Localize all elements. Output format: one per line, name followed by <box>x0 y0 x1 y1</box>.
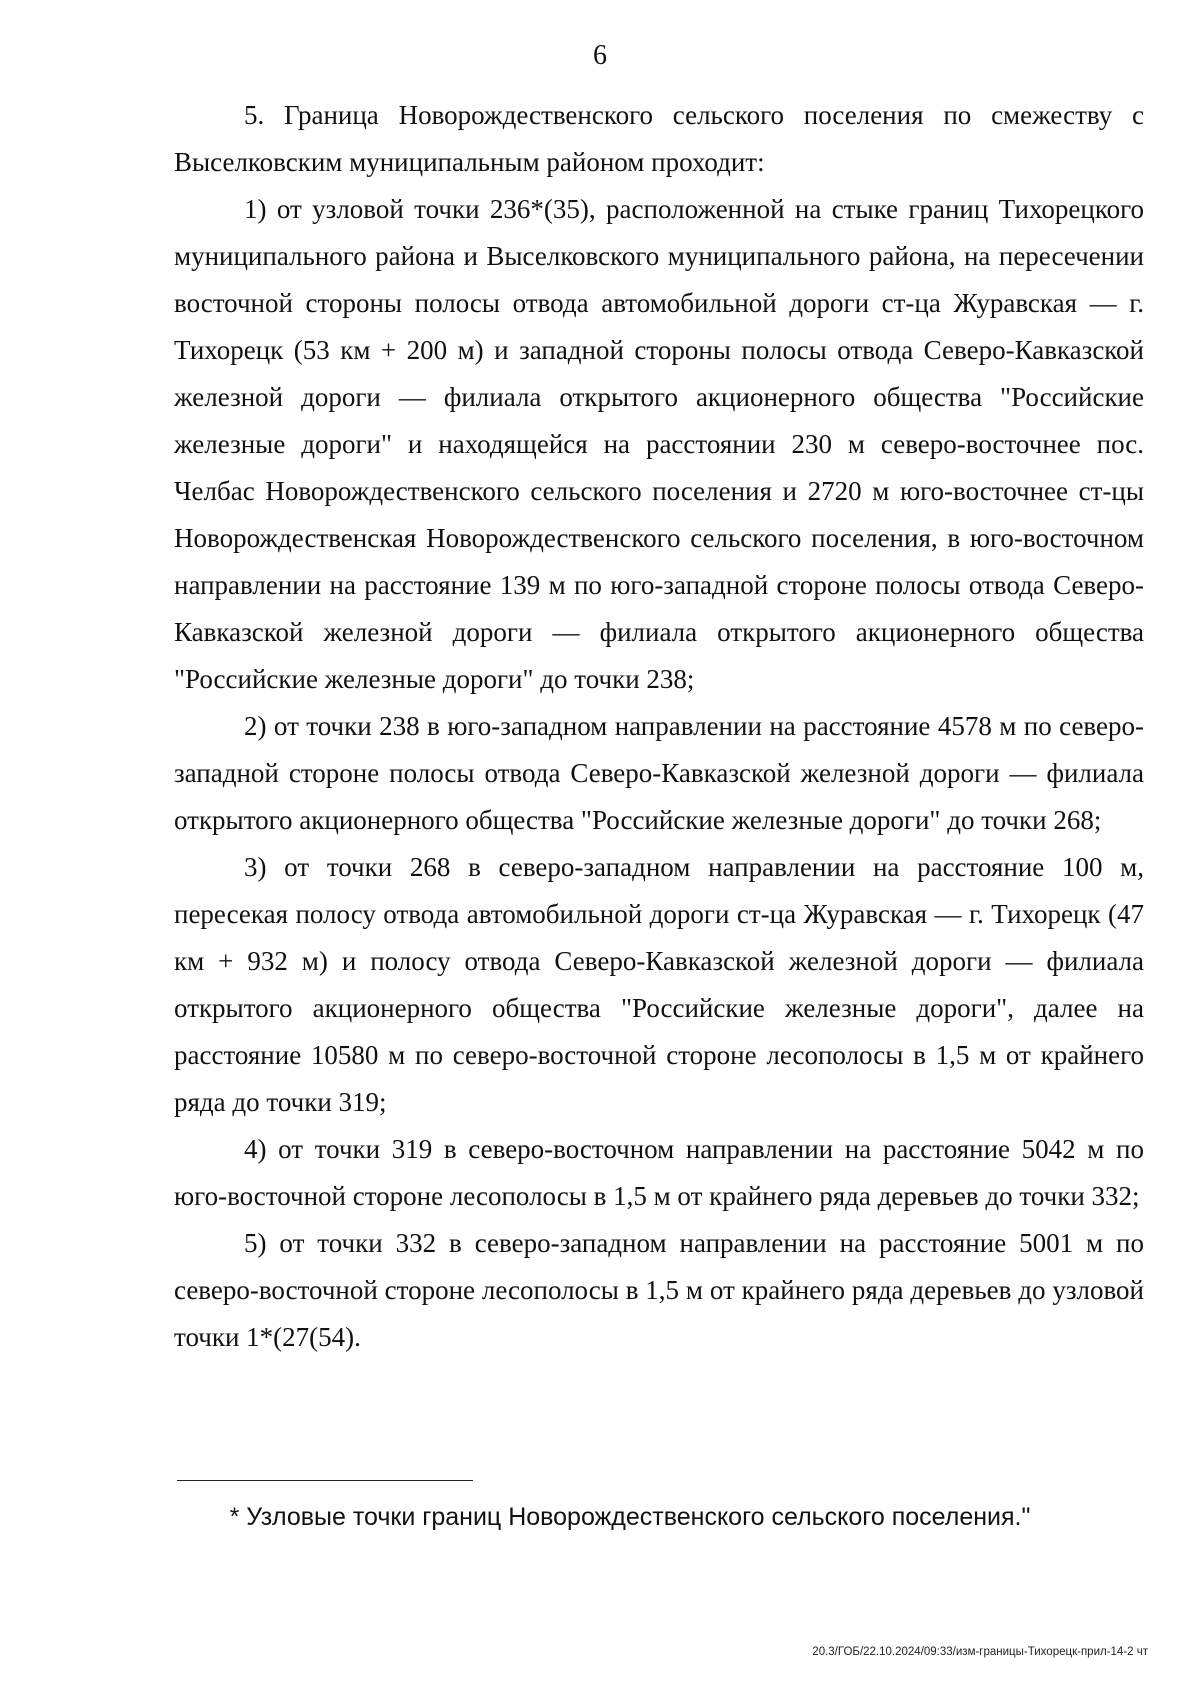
footnote-divider <box>177 1480 473 1481</box>
paragraph-item-1: 1) от узловой точки 236*(35), расположенной на стыке границ Тихорецкого муниципального района и Выселковского муниципального района, на пересечении восточной стороны полосы отвода автомобильной дороги ст-ца Журавская — г. Тихорецк (53 км + 200 м) и западной стороны полосы отвода Северо-Кавказской железной дороги — филиала открытого акционерного общества "Российские железные дороги" и находящейся на расстоянии 230 м северо-восточнее пос. Челбас Новорождественского сельского поселения и 2720 м юго-восточнее ст-цы Новорождественская Новорождественского сельского поселения, в юго-восточном направлении на расстояние 139 м по юго-западной стороне полосы отвода Северо-Кавказской железной дороги — филиала открытого акционерного общества "Российские железные дороги" до точки 238; <box>174 194 1144 694</box>
paragraph-item-4: 4) от точки 319 в северо-восточном направлении на расстояние 5042 м по юго-восточной стороне лесополосы в 1,5 м от крайнего ряда деревьев до точки 332; <box>174 1134 1144 1211</box>
paragraph-section-5: 5. Граница Новорождественского сельского поселения по смежеству с Выселковским муниципальным районом проходит: <box>174 100 1144 177</box>
paragraph-item-2: 2) от точки 238 в юго-западном направлении на расстояние 4578 м по северо-западной стороне полосы отвода Северо-Кавказской железной дороги — филиала открытого акционерного общества "Российские железные дороги" до точки 268; <box>174 711 1144 835</box>
paragraph-item-5: 5) от точки 332 в северо-западном направлении на расстояние 5001 м по северо-восточной стороне лесополосы в 1,5 м от крайнего ряда деревьев до узловой точки 1*(27(54). <box>174 1228 1144 1352</box>
document-body <box>174 92 1144 1361</box>
document-code: 20.3/ГОБ/22.10.2024/09:33/изм-границы-Тихорецк-прил-14-2 чт <box>812 1646 1148 1658</box>
paragraph-item-3: 3) от точки 268 в северо-западном направлении на расстояние 100 м, пересекая полосу отвода автомобильной дороги ст-ца Журавская — г. Тихорецк (47 км + 932 м) и полосу отвода Северо-Кавказской железной дороги — филиала открытого акционерного общества "Российские железные дороги", далее на расстояние 10580 м по северо-восточной стороне лесополосы в 1,5 м от крайнего ряда до точки 319; <box>174 852 1144 1117</box>
footnote: * Узловые точки границ Новорождественского сельского поселения." <box>229 1503 1031 1531</box>
page-number: 6 <box>593 40 607 71</box>
